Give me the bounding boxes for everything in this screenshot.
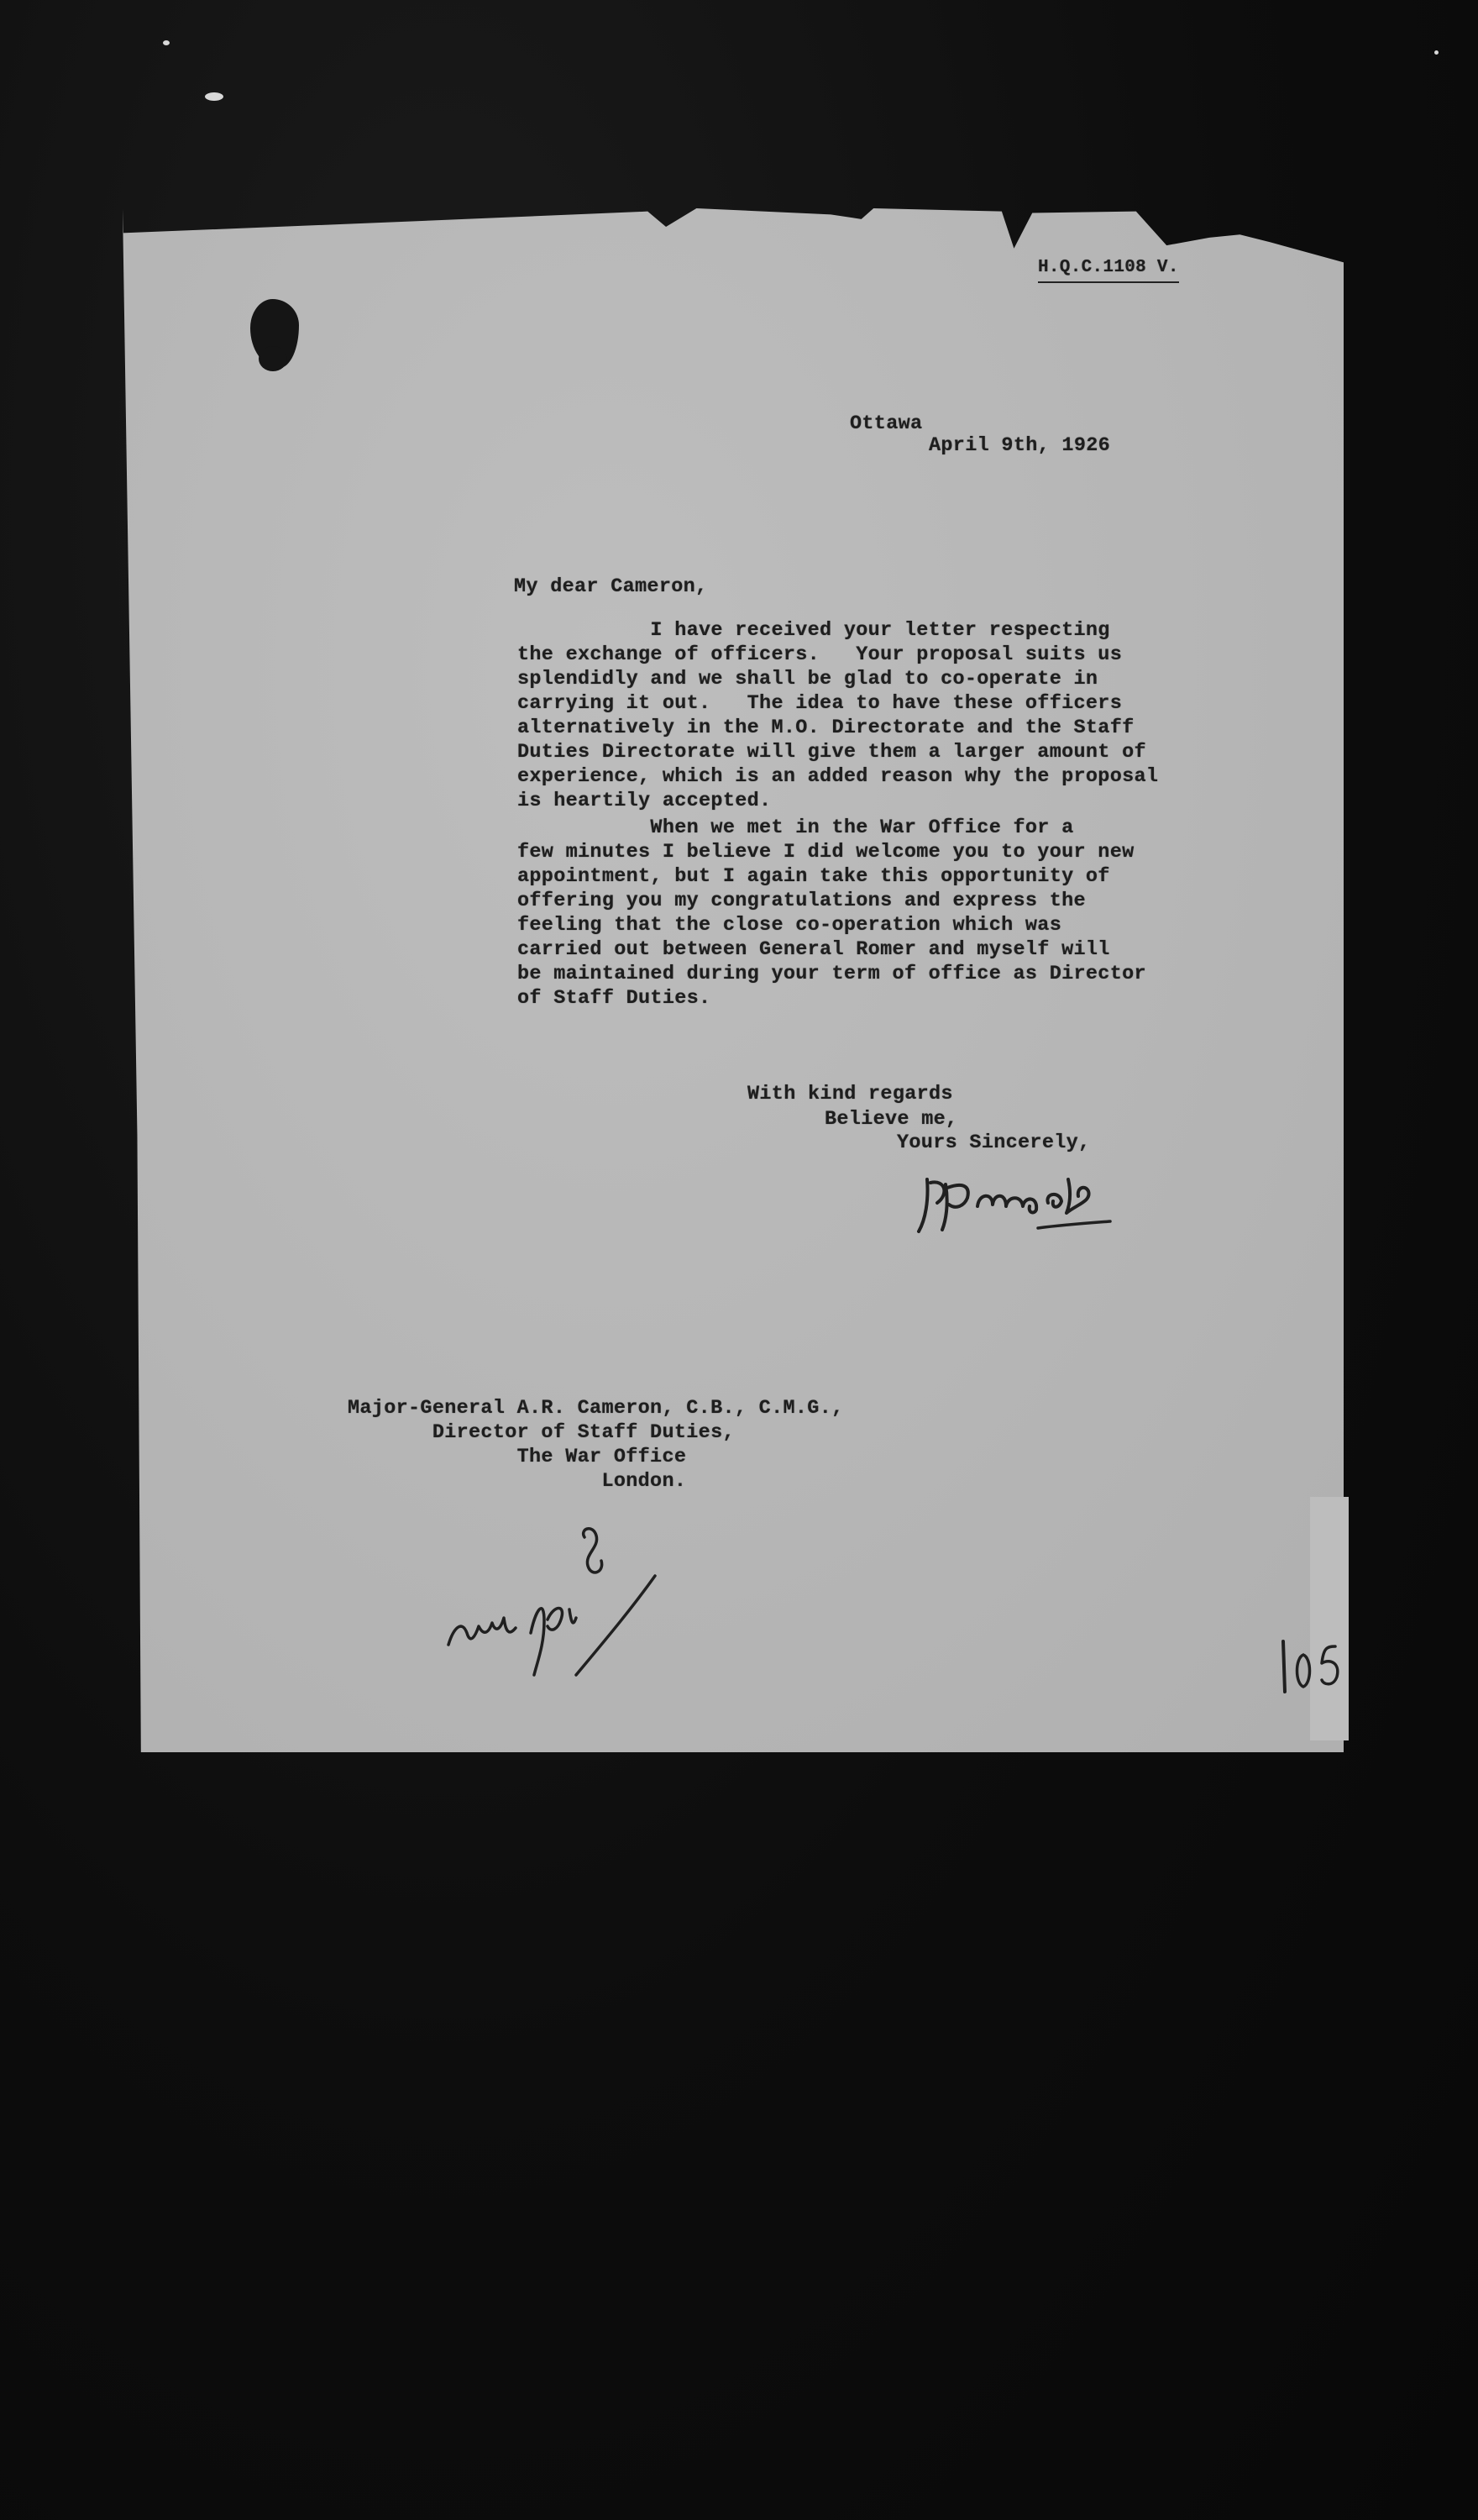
letter-body bbox=[517, 618, 1223, 1011]
body-line: of Staff Duties. bbox=[517, 987, 711, 1010]
closing-regards: With kind regards bbox=[747, 1083, 953, 1105]
film-speck bbox=[1434, 50, 1439, 55]
file-reference: H.Q.C.1108 V. bbox=[1038, 255, 1179, 283]
page-number-mark bbox=[1275, 1633, 1350, 1700]
body-line: feeling that the close co-operation which was bbox=[517, 914, 1062, 937]
body-line: is heartily accepted. bbox=[517, 790, 772, 812]
film-speck bbox=[163, 40, 170, 45]
addressee-line: The War Office bbox=[348, 1446, 687, 1468]
addressee-line: London. bbox=[348, 1470, 687, 1493]
body-line: the exchange of officers. Your proposal suits us bbox=[517, 643, 1123, 666]
addressee-line: Director of Staff Duties, bbox=[348, 1421, 735, 1444]
body-line: alternatively in the M.O. Directorate and the Staff bbox=[517, 717, 1135, 739]
letter-date: April 9th, 1926 bbox=[929, 434, 1111, 457]
film-speck bbox=[205, 92, 223, 101]
body-line: carrying it out. The idea to have these officers bbox=[517, 692, 1123, 715]
body-line: I have received your letter respecting bbox=[517, 619, 1110, 642]
addressee-block bbox=[348, 1396, 844, 1494]
paper-edge-tab bbox=[1310, 1497, 1349, 1740]
marginal-initials bbox=[437, 1510, 672, 1695]
addressee-line: Major-General A.R. Cameron, C.B., C.M.G., bbox=[348, 1397, 844, 1420]
salutation: My dear Cameron, bbox=[514, 575, 708, 598]
body-line: carried out between General Romer and myself will bbox=[517, 938, 1110, 961]
body-line: few minutes I believe I did welcome you to your new bbox=[517, 841, 1135, 864]
closing-believe: Believe me, bbox=[825, 1108, 958, 1131]
body-line: be maintained during your term of office as Director bbox=[517, 963, 1146, 985]
body-line: appointment, but I again take this opportunity of bbox=[517, 865, 1110, 888]
closing-sincerely: Yours Sincerely, bbox=[897, 1131, 1091, 1154]
body-line: offering you my congratulations and express the bbox=[517, 890, 1086, 912]
letter-place: Ottawa bbox=[850, 412, 923, 435]
body-line: When we met in the War Office for a bbox=[517, 816, 1074, 839]
signature bbox=[912, 1154, 1156, 1247]
body-line: splendidly and we shall be glad to co-operate in bbox=[517, 668, 1098, 690]
body-line: experience, which is an added reason why the proposal bbox=[517, 765, 1159, 788]
body-line: Duties Directorate will give them a larger amount of bbox=[517, 741, 1146, 764]
